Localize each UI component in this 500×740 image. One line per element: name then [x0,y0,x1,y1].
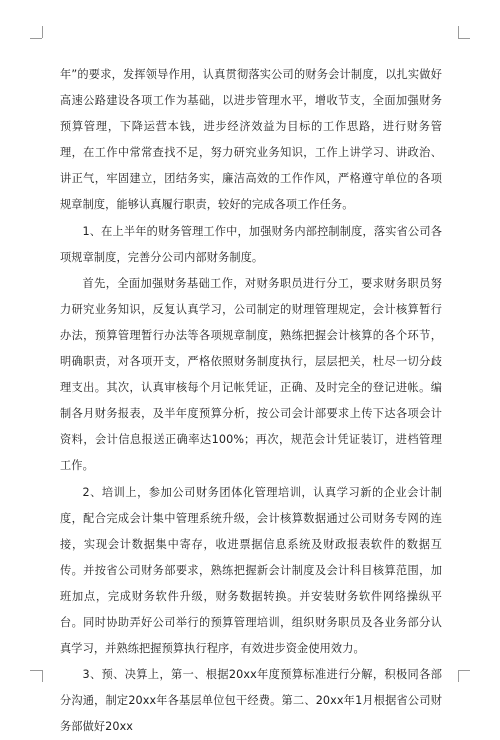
crop-mark [458,670,470,671]
paragraph-first-second: 首先，全面加强财务基础工作，对财务职员进行分工，要求财务职员努力研究业务知识，反复认真学习，公司制定的财理管理规定，会计核算暂行办法，预算管理暂行办法等各项规章制度，熟练把握会计核算的各个环节，明确职责，对各项开支，严格依照财务制度执行，层层把关，杜尽一切分歧理支出。其次，认真审核每个月记帐凭证，正确、及时完全的登记进帐。编制各月财务报表，及半年度预算分析，按公司会计部要求上传下达各项会计资料，会计信息报送正确率达100%；再次，规范会计凭证装订，进档管理工作。 [60,276,442,473]
crop-mark [458,38,470,39]
paragraph-item-1: 1、在上半年的财务管理工作中，加强财务内部控制制度，落实省公司各项规章制度，完善分公司内部财务制度。 [60,224,442,264]
paragraph-item-2: 2、培训上，参加公司财务团体化管理培训，认真学习新的企业会计制度，配合完成会计集中管理系统升级，会计核算数据通过公司财务专网的连接，实现会计数据集中寄存，收进票据信息系统及财政报表软件的数据互传。并按省公司财务部要求，熟练把握新会计制度及会计科目核算范围，加班加点，完成财务软件升级，财务数据转换。并安装财务软件网络操纵平台。同时协助弄好公司举行的预算管理培训，组织财务职员及各业务部分认真学习，并熟练把握预算执行程序，有效进步资金使用效力。 [60,485,442,656]
paragraph-item-3: 3、预、决算上，第一、根据20xx年度预算标准进行分解，积极同各部分沟通，制定20xx年各基层单位包干经费。第二、20xx年1月根据省公司财务部做好20xx [60,668,442,734]
document-body [60,62,442,740]
crop-mark [42,670,43,682]
paragraph-intro: 年”的要求，发挥领导作用，认真贯彻落实公司的财务会计制度，以扎实做好高速公路建设各项工作为基础，以进步管理水平，增收节支，全面加强财务预算管理，下降运营本钱，进步经济效益为目标的工作思路，进行财务管理，在工作中常常查找不足，努力研究业务知识，工作上讲学习、讲政治、讲正气，牢固建立，团结务实，廉洁高效的工作作风，严格遵守单位的各项规章制度，能够认真履行职责，较好的完成各项工作任务。 [60,68,442,212]
crop-mark [30,670,42,671]
crop-mark [458,26,459,38]
crop-mark [42,26,43,38]
crop-mark [458,670,459,682]
crop-mark [30,38,42,39]
